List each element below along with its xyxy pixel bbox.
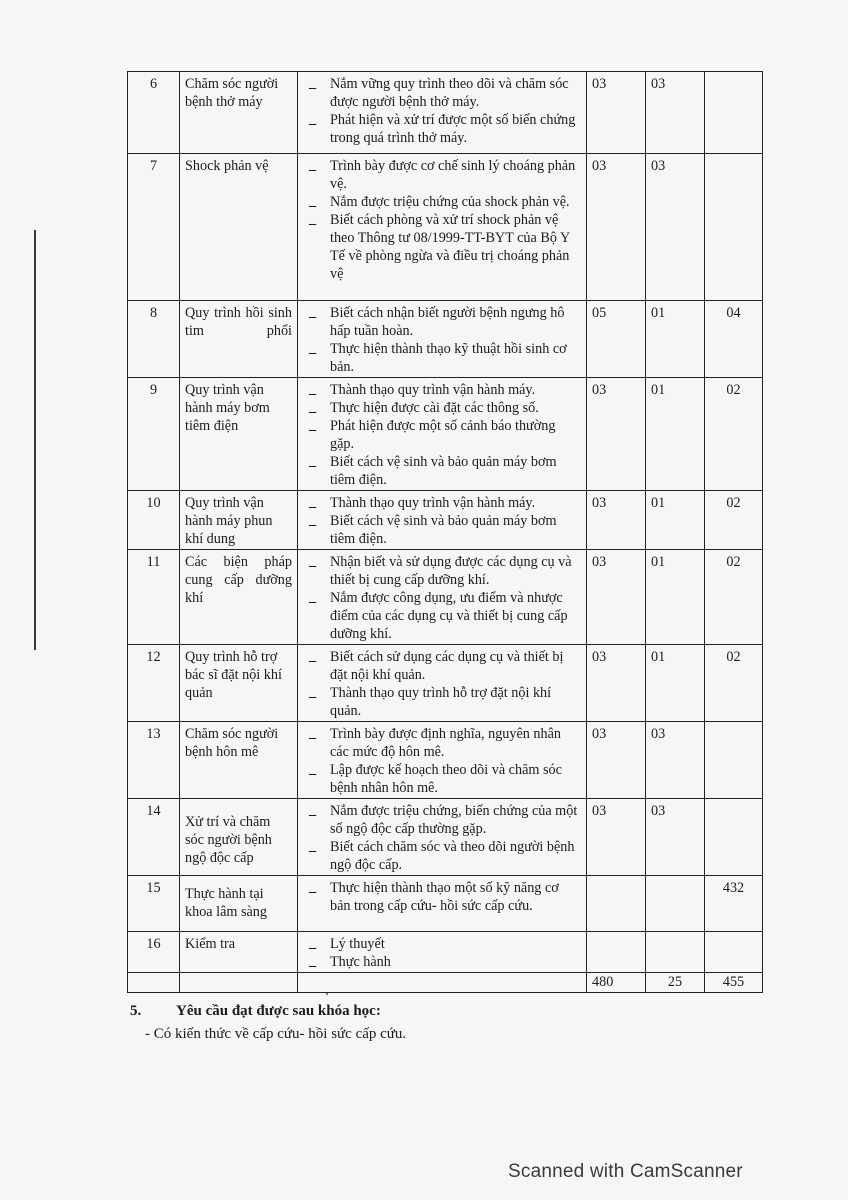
lesson-name: Chăm sóc người bệnh hôn mê xyxy=(180,722,298,799)
practice-hours: 04 xyxy=(705,301,763,378)
theory-hours: 03 xyxy=(646,72,705,154)
section-number: 5. xyxy=(130,1003,142,1019)
row-number: 12 xyxy=(128,645,180,722)
empty-cell xyxy=(128,973,180,993)
empty-cell xyxy=(298,973,587,993)
theory-hours: 01 xyxy=(646,301,705,378)
totals-row xyxy=(128,973,763,993)
theory-hours xyxy=(646,876,705,932)
practice-hours: 02 xyxy=(705,491,763,550)
row-number: 11 xyxy=(128,550,180,645)
goal-item: – Biết cách phòng và xử trí shock phản vệ theo Thông tư 08/1999-TT-BYT của Bộ Y Tế về phòng ngừa và điều trị choáng phản vệ xyxy=(303,211,581,283)
grand-theory-hours: 25 xyxy=(646,973,705,993)
goal-item: – Biết cách chăm sóc và theo dõi người bệnh ngộ độc cấp. xyxy=(303,838,581,874)
total-hours: 03 xyxy=(587,722,646,799)
theory-hours: 01 xyxy=(646,645,705,722)
goal-item: – Nhận biết và sử dụng được các dụng cụ và thiết bị cung cấp dưỡng khí. xyxy=(303,553,581,589)
practice-hours xyxy=(705,72,763,154)
scanner-watermark: Scanned with CamScanner xyxy=(508,1161,743,1182)
goal-item: – Lý thuyết xyxy=(303,935,581,953)
curriculum-table xyxy=(127,71,763,993)
total-hours xyxy=(587,932,646,973)
practice-hours: 02 xyxy=(705,378,763,491)
goal-item: – Nắm được công dụng, ưu điểm và nhược điểm của các dụng cụ và thiết bị cung cấp dưỡng khí. xyxy=(303,589,581,643)
goal-item: – Biết cách vệ sinh và bảo quản máy bơm tiêm điện. xyxy=(303,512,581,548)
theory-hours: 03 xyxy=(646,799,705,876)
table-row xyxy=(128,932,763,973)
total-hours: 03 xyxy=(587,491,646,550)
goal-item: – Biết cách nhận biết người bệnh ngưng hô hấp tuần hoàn. xyxy=(303,304,581,340)
goal-item: – Phát hiện được một số cảnh báo thường gặp. xyxy=(303,417,581,453)
practice-hours: 432 xyxy=(705,876,763,932)
lesson-name-text: Thực hành tại khoa lâm sàng xyxy=(185,886,267,920)
table-row xyxy=(128,301,763,378)
row-number: 6 xyxy=(128,72,180,154)
lesson-goals xyxy=(298,722,587,799)
goal-item: – Nắm được triệu chứng, biến chứng của một số ngộ độc cấp thường gặp. xyxy=(303,802,581,838)
total-hours xyxy=(587,876,646,932)
table-row xyxy=(128,799,763,876)
theory-hours: 03 xyxy=(646,154,705,301)
lesson-name xyxy=(180,799,298,876)
table-row xyxy=(128,491,763,550)
lesson-name: Quy trình vận hành máy phun khí dung xyxy=(180,491,298,550)
theory-hours: 03 xyxy=(646,722,705,799)
total-hours: 03 xyxy=(587,72,646,154)
practice-hours xyxy=(705,154,763,301)
lesson-name: Quy trình hỗ trợ bác sĩ đặt nội khí quản xyxy=(180,645,298,722)
row-number: 7 xyxy=(128,154,180,301)
lesson-name-text: Xử trí và chăm sóc người bệnh ngộ độc cấp xyxy=(185,814,272,866)
lesson-name: Quy trình vận hành máy bơm tiêm điện xyxy=(180,378,298,491)
lesson-goals xyxy=(298,550,587,645)
practice-hours xyxy=(705,932,763,973)
total-hours: 03 xyxy=(587,154,646,301)
lesson-goals xyxy=(298,799,587,876)
table-row xyxy=(128,378,763,491)
goal-item: – Thực hiện được cài đặt các thông số. xyxy=(303,399,581,417)
section-note: - Có kiến thức về cấp cứu- hồi sức cấp cứu. xyxy=(145,1026,407,1042)
goal-item: – Thực hiện thành thạo một số kỹ năng cơ bản trong cấp cứu- hồi sức cấp cứu. xyxy=(303,879,581,915)
goal-item: – Thành thạo quy trình vận hành máy. xyxy=(303,494,581,512)
goal-item: – Biết cách vệ sinh và bảo quản máy bơm tiêm điện. xyxy=(303,453,581,489)
lesson-name: Kiểm tra xyxy=(180,932,298,973)
theory-hours: 01 xyxy=(646,491,705,550)
empty-cell xyxy=(180,973,298,993)
lesson-goals xyxy=(298,876,587,932)
goal-item: – Thành thạo quy trình hỗ trợ đặt nội khí quản. xyxy=(303,684,581,720)
table-row xyxy=(128,645,763,722)
lesson-name: Các biện pháp cung cấp dưỡng khí xyxy=(180,550,298,645)
table-row xyxy=(128,154,763,301)
row-number: 10 xyxy=(128,491,180,550)
theory-hours xyxy=(646,932,705,973)
goal-item: – Nắm được triệu chứng của shock phản vệ. xyxy=(303,193,581,211)
total-hours: 03 xyxy=(587,799,646,876)
theory-hours: 01 xyxy=(646,378,705,491)
row-number: 16 xyxy=(128,932,180,973)
lesson-goals xyxy=(298,491,587,550)
total-hours: 03 xyxy=(587,645,646,722)
table-row xyxy=(128,722,763,799)
row-number: 9 xyxy=(128,378,180,491)
scan-edge-line xyxy=(34,230,36,650)
lesson-goals xyxy=(298,301,587,378)
goal-item: – Thực hành xyxy=(303,953,581,971)
practice-hours xyxy=(705,799,763,876)
total-hours: 03 xyxy=(587,550,646,645)
scan-speck xyxy=(326,993,328,995)
lesson-name: Quy trình hồi sinh tim phổi xyxy=(180,301,298,378)
lesson-name: Shock phản vệ xyxy=(180,154,298,301)
grand-total-hours: 480 xyxy=(587,973,646,993)
section-heading xyxy=(130,1003,381,1020)
total-hours: 03 xyxy=(587,378,646,491)
goal-item: – Trình bày được định nghĩa, nguyên nhân các mức độ hôn mê. xyxy=(303,725,581,761)
row-number: 8 xyxy=(128,301,180,378)
row-number: 13 xyxy=(128,722,180,799)
practice-hours: 02 xyxy=(705,645,763,722)
lesson-goals xyxy=(298,932,587,973)
grand-practice-hours: 455 xyxy=(705,973,763,993)
lesson-goals xyxy=(298,154,587,301)
practice-hours xyxy=(705,722,763,799)
theory-hours: 01 xyxy=(646,550,705,645)
goal-item: – Lập được kế hoạch theo dõi và chăm sóc bệnh nhân hôn mê. xyxy=(303,761,581,797)
goal-item: – Phát hiện và xử trí được một số biến chứng trong quá trình thở máy. xyxy=(303,111,581,147)
table-row xyxy=(128,72,763,154)
goal-item: – Biết cách sử dụng các dụng cụ và thiết bị đặt nội khí quản. xyxy=(303,648,581,684)
row-number: 15 xyxy=(128,876,180,932)
lesson-goals xyxy=(298,378,587,491)
lesson-goals xyxy=(298,645,587,722)
row-number: 14 xyxy=(128,799,180,876)
section-title: Yêu cầu đạt được sau khóa học: xyxy=(176,1003,381,1019)
goal-item: – Thành thạo quy trình vận hành máy. xyxy=(303,381,581,399)
lesson-goals xyxy=(298,72,587,154)
goal-item: – Nắm vững quy trình theo dõi và chăm sóc được người bệnh thở máy. xyxy=(303,75,581,111)
table-row xyxy=(128,876,763,932)
goal-item: – Thực hiện thành thạo kỹ thuật hồi sinh cơ bản. xyxy=(303,340,581,376)
table-row xyxy=(128,550,763,645)
lesson-name: Chăm sóc người bệnh thở máy xyxy=(180,72,298,154)
practice-hours: 02 xyxy=(705,550,763,645)
goal-item: – Trình bày được cơ chế sinh lý choáng phản vệ. xyxy=(303,157,581,193)
lesson-name xyxy=(180,876,298,932)
total-hours: 05 xyxy=(587,301,646,378)
